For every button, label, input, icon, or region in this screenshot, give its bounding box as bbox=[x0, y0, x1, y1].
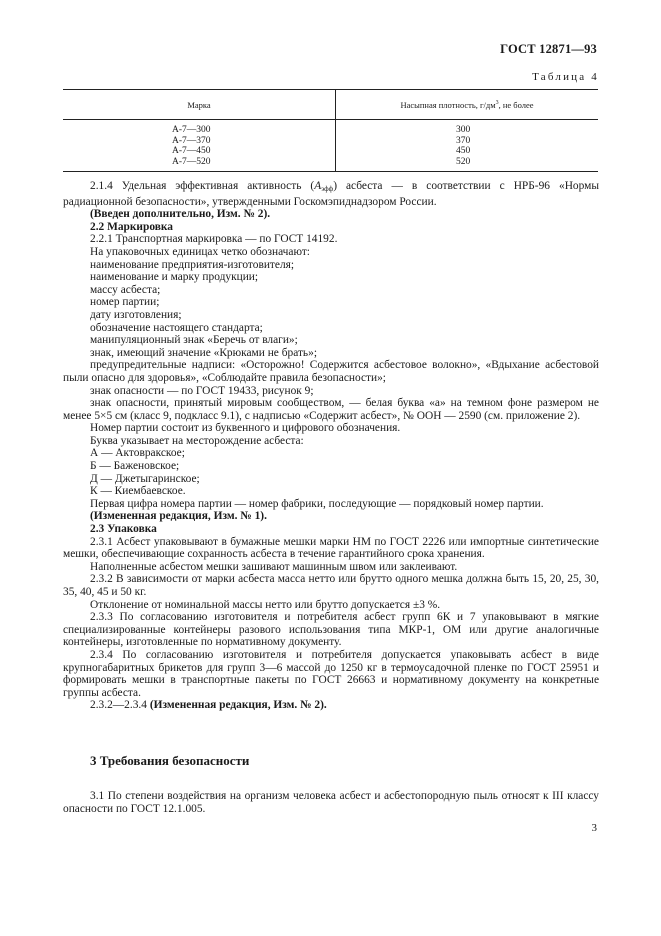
paragraph: Наполненные асбестом мешки зашивают машинным швом или заклеивают. bbox=[90, 560, 458, 573]
amendment-note: (Измененная редакция, Изм. № 1). bbox=[90, 510, 267, 523]
mark-value: А-7—450 bbox=[172, 146, 211, 156]
paragraph: Первая цифра номера партии — номер фабрики, последующие — порядковый номер партии. bbox=[90, 497, 544, 510]
paragraph: Буква указывает на месторождение асбеста: bbox=[90, 434, 304, 447]
section-3-text bbox=[63, 790, 599, 815]
paragraph-2-3-2: 2.3.2 В зависимости от марки асбеста масса нетто или брутто одного мешка должна быть 15, 20, 25, 30, 35, 40, 45 и 50 кг. bbox=[63, 573, 599, 598]
mark-cell bbox=[63, 120, 336, 172]
mark-value: А-7—300 bbox=[172, 125, 211, 135]
deposit-item: Б — Баженовское; bbox=[90, 460, 180, 473]
density-cell bbox=[336, 120, 599, 172]
density-value: 520 bbox=[456, 156, 471, 167]
paragraph-2-1-4: 2.1.4 Удельная эффективная активность $(A_{эфф})$ асбеста — в соответствии с НРБ-96 «Нормы радиационной безопасности», утвержденными Госкомэпиднадзором России. bbox=[63, 180, 600, 208]
table-header-row bbox=[63, 90, 598, 120]
col-header-mark: Марка bbox=[63, 90, 336, 120]
table-row bbox=[63, 120, 598, 172]
list-item: манипуляционный знак «Беречь от влаги»; bbox=[90, 334, 298, 347]
density-value: 300 bbox=[456, 125, 471, 135]
paragraph-2-3-1: 2.3.1 Асбест упаковывают в бумажные мешки марки НМ по ГОСТ 2226 или импортные синтетические мешки, обеспечивающие сохранность асбеста в течение гарантийного срока хранения. bbox=[63, 535, 599, 561]
list-item: наименование и марку продукции; bbox=[90, 271, 259, 284]
amendment-note: (Введен дополнительно, Изм. № 2). bbox=[90, 208, 271, 221]
section-heading-2-3: 2.3 Упаковка bbox=[90, 523, 157, 536]
table-caption: Таблица 4 bbox=[532, 71, 599, 83]
list-item: наименование предприятия-изготовителя; bbox=[90, 258, 295, 271]
section-heading-2-2: 2.2 Маркировка bbox=[90, 220, 173, 233]
main-text bbox=[63, 180, 599, 712]
col-header-density: Насыпная плотность, $г/дм^3$, не более bbox=[336, 90, 599, 120]
list-item: знак опасности, принятый мировым сообществом, — белая буква «а» на темном фоне размером не менее 5×5 см (класс 9, подкласс 9.1), с надписью «Содержит асбест», № ООН — 2590 (см. приложение 2). bbox=[63, 397, 599, 422]
paragraph-3-1: 3.1 По степени воздействия на организм человека асбест и асбестопородную пыль относят к III классу опасности по ГОСТ 12.1.005. bbox=[63, 790, 599, 815]
list-item: массу асбеста; bbox=[90, 283, 161, 296]
density-value: 450 bbox=[456, 146, 471, 156]
paragraph: На упаковочных единицах четко обозначают: bbox=[90, 245, 310, 258]
deposit-item: Д — Джетыгаринское; bbox=[90, 472, 200, 485]
page-number: 3 bbox=[591, 822, 597, 834]
list-item: обозначение настоящего стандарта; bbox=[90, 321, 263, 334]
document-id: ГОСТ 12871—93 bbox=[500, 42, 597, 56]
amendment-note: 2.3.2—2.3.4 (Измененная редакция, Изм. № 2). bbox=[90, 699, 327, 712]
paragraph-2-2-1: 2.2.1 Транспортная маркировка — по ГОСТ 14192. bbox=[90, 233, 338, 246]
mark-value: А-7—370 bbox=[172, 135, 211, 146]
section-heading-3: 3 Требования безопасности bbox=[90, 753, 250, 768]
deposit-item: А — Актовракское; bbox=[90, 447, 185, 460]
paragraph-2-3-4: 2.3.4 По согласованию изготовителя и потребителя допускается упаковывать асбест в виде крупногабаритных брикетов для групп 3—6 массой до 1250 кг в термоусадочной пленке по ГОСТ 25951 и формировать мешки в транспортные пакеты по ГОСТ 26663 и нормативному документу на конкретные группы асбеста. bbox=[63, 648, 599, 699]
paragraph: Отклонение от номинальной массы нетто или брутто допускается ±3 %. bbox=[90, 598, 441, 611]
list-item: предупредительные надписи: «Осторожно! Содержится асбестовое волокно», «Вдыхание асбестовой пыли опасно для здоровья», «Соблюдайте правила безопасности»; bbox=[63, 359, 599, 384]
paragraph: Номер партии состоит из буквенного и цифрового обозначения. bbox=[90, 422, 401, 435]
list-item: номер партии; bbox=[90, 296, 160, 309]
list-item: знак, имеющий значение «Крюками не брать»; bbox=[90, 346, 317, 359]
paragraph-2-3-3: 2.3.3 По согласованию изготовителя и потребителя асбест групп 6К и 7 упаковывают в мягкие специализированные контейнеры разового использования типа МКР-1, ОМ или другие аналогичные контейнеры, изготовленные по нормативному документу. bbox=[63, 611, 599, 649]
mark-value: А-7—520 bbox=[172, 156, 211, 167]
list-item: дату изготовления; bbox=[90, 308, 182, 321]
density-value: 370 bbox=[456, 135, 471, 146]
deposit-item: К — Киембаевское. bbox=[90, 485, 186, 498]
density-table bbox=[63, 89, 598, 172]
list-item: знак опасности — по ГОСТ 19433, рисунок 9; bbox=[90, 384, 314, 397]
